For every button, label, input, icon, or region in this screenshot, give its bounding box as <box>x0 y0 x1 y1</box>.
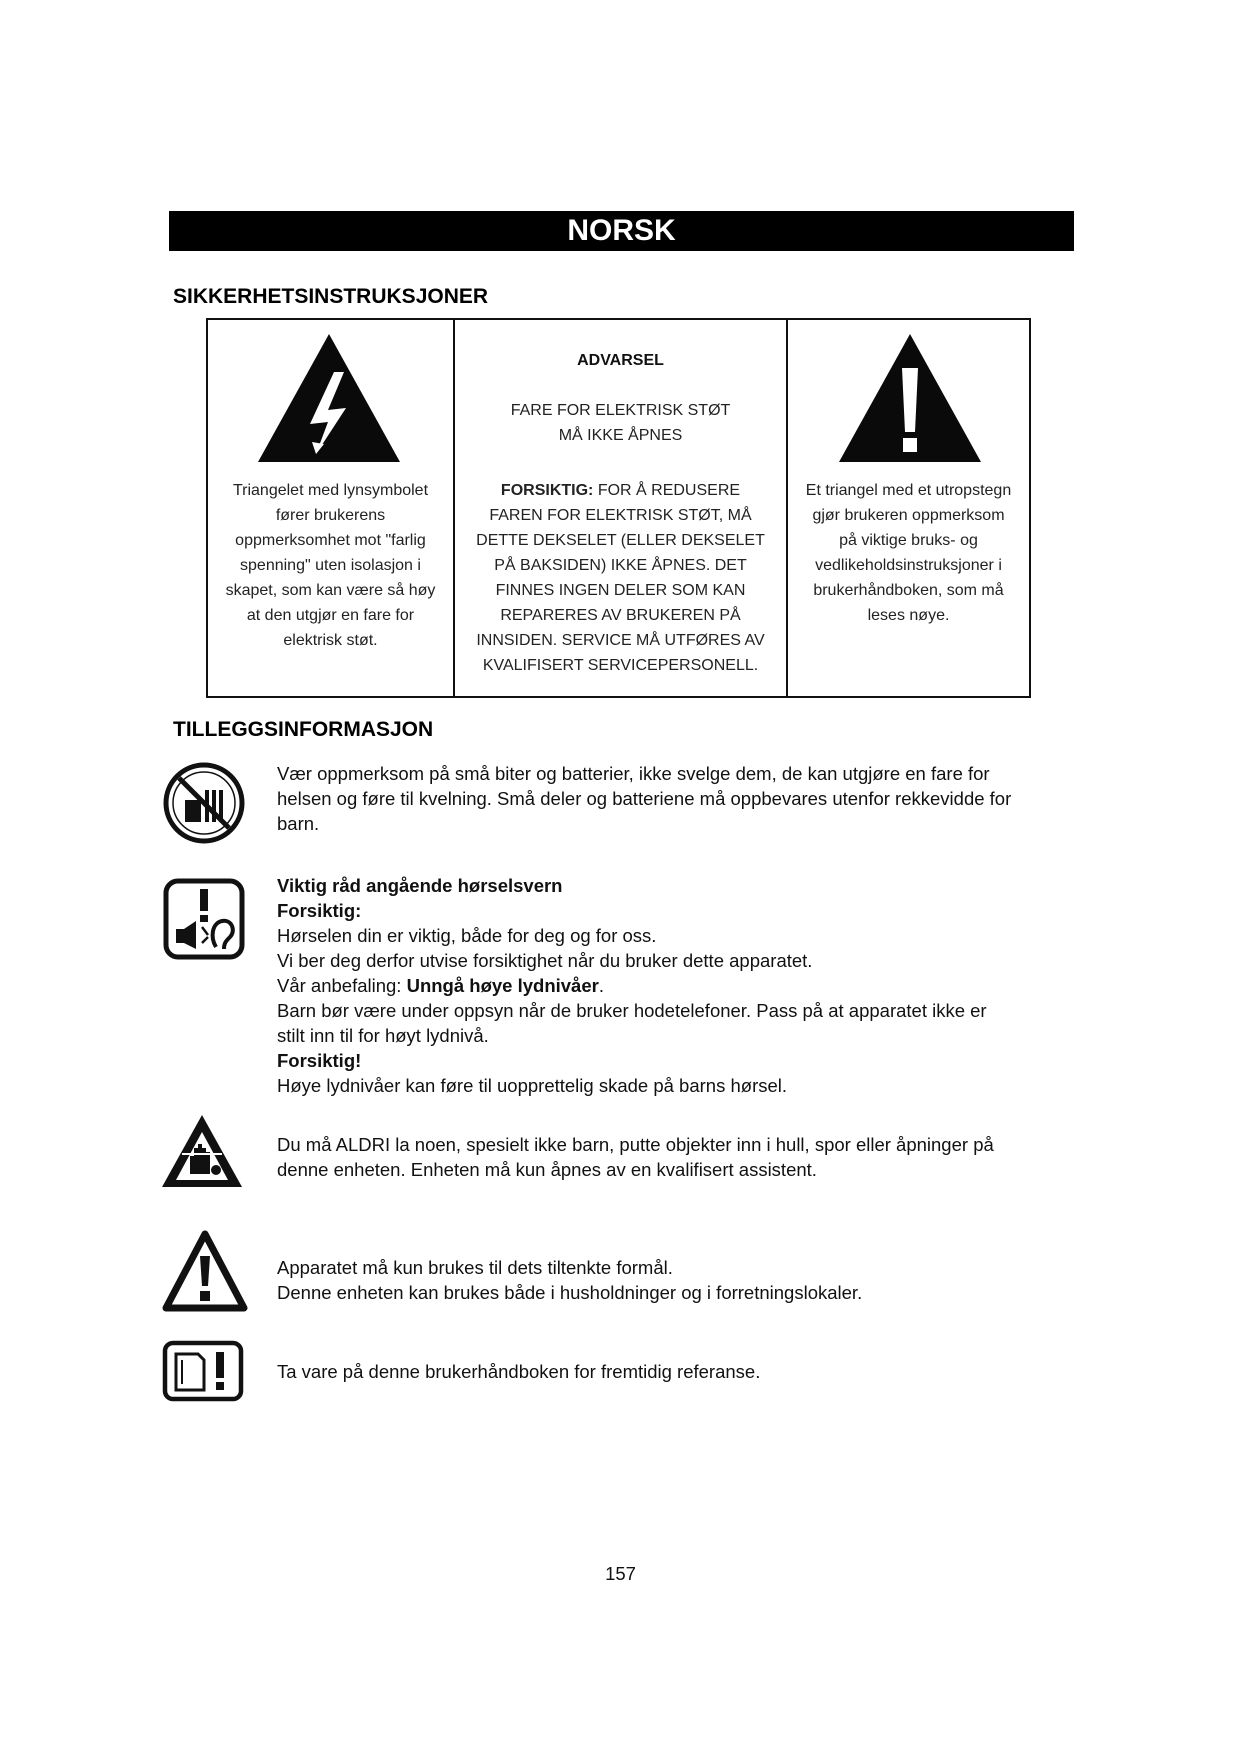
recommendation-suffix: . <box>598 975 604 996</box>
manual-book-icon <box>162 1340 244 1402</box>
additional-heading: TILLEGGSINFORMASJON <box>173 718 434 741</box>
exclamation-triangle-icon <box>835 328 985 468</box>
caution-line: REPARERES AV BRUKEREN PÅ <box>500 607 741 624</box>
small-parts-text <box>277 761 1077 836</box>
hearing-line: Barn bør være under oppsyn når de bruker hodetelefoner. Pass på at apparatet ikke er <box>277 1000 987 1021</box>
caution-line: DETTE DEKSELET (ELLER DEKSELET <box>476 532 765 549</box>
danger-line: MÅ IKKE ÅPNES <box>558 427 683 444</box>
hearing-text <box>277 873 1077 1098</box>
lightning-triangle-icon <box>254 328 404 468</box>
recommendation-prefix: Vår anbefaling: <box>277 975 407 996</box>
hearing-recommendation <box>277 973 1077 998</box>
lightning-line: fører brukerens <box>275 507 386 524</box>
objects-line: Du må ALDRI la noen, spesielt ikke barn, putte objekter inn i hull, spor eller åpninger på <box>277 1134 994 1155</box>
exclamation-description <box>794 478 1023 628</box>
no-objects-hand-icon <box>160 1112 244 1190</box>
small-parts-line: barn. <box>277 813 320 834</box>
warning-cell-exclamation <box>786 320 1029 696</box>
caution-line: PÅ BAKSIDEN) IKKE ÅPNES. DET <box>494 557 747 574</box>
page-number: 157 <box>605 1563 636 1584</box>
exclamation-line: på viktige bruks- og <box>839 532 978 549</box>
manual-text <box>277 1359 1077 1384</box>
warning-cell-advarsel <box>453 320 786 696</box>
lightning-line: elektrisk støt. <box>283 632 378 649</box>
danger-line: FARE FOR ELEKTRISK STØT <box>510 402 731 419</box>
hearing-line: Hørselen din er viktig, både for deg og for oss. <box>277 925 657 946</box>
lightning-line: spenning" uten isolasjon i <box>240 557 421 574</box>
warning-triangle-icon <box>162 1230 248 1312</box>
small-parts-line: Vær oppmerksom på små biter og batterier, ikke svelge dem, de kan utgjøre en fare for <box>277 763 990 784</box>
caution-line: FAREN FOR ELEKTRISK STØT, MÅ <box>489 507 752 524</box>
objects-text <box>277 1132 1077 1182</box>
caution-line: FOR Å REDUSERE <box>597 482 741 499</box>
recommendation-emphasis: Unngå høye lydnivåer <box>406 975 599 996</box>
exclamation-line: gjør brukeren oppmerksom <box>812 507 1005 524</box>
usage-line: Denne enheten kan brukes både i husholdninger og i forretningslokaler. <box>277 1282 863 1303</box>
caution-label: FORSIKTIG: <box>500 482 594 499</box>
hearing-warning-icon <box>162 877 246 961</box>
caution-line: FINNES INGEN DELER SOM KAN <box>495 582 746 599</box>
warning-table <box>206 318 1031 698</box>
no-small-parts-icon <box>161 760 247 846</box>
usage-line: Apparatet må kun brukes til dets tiltenkte formål. <box>277 1257 673 1278</box>
caution-line: INNSIDEN. SERVICE MÅ UTFØRES AV <box>476 632 765 649</box>
caution-line: KVALIFISERT SERVICEPERSONELL. <box>482 657 759 674</box>
manual-line: Ta vare på denne brukerhåndboken for fremtidig referanse. <box>277 1361 761 1382</box>
exclamation-line: Et triangel med et utropstegn <box>805 482 1012 499</box>
safety-heading: SIKKERHETSINSTRUKSJONER <box>173 285 489 308</box>
advarsel-title: ADVARSEL <box>577 352 664 369</box>
objects-line: denne enheten. Enheten må kun åpnes av en kvalifisert assistent. <box>277 1159 817 1180</box>
usage-text <box>277 1255 1077 1305</box>
hearing-line: stilt inn til for høyt lydnivå. <box>277 1025 489 1046</box>
caution-first-line <box>461 478 780 503</box>
exclamation-line: brukerhåndboken, som må <box>813 582 1004 599</box>
hearing-line: Høye lydnivåer kan føre til uopprettelig skade på barns hørsel. <box>277 1075 788 1096</box>
lightning-line: at den utgjør en fare for <box>246 607 415 624</box>
caution-notice <box>461 478 780 678</box>
warning-cell-lightning <box>208 320 453 696</box>
hearing-title: Viktig råd angående hørselsvern <box>277 875 563 896</box>
small-parts-line: helsen og føre til kvelning. Små deler og batteriene må oppbevares utenfor rekkevidde for <box>277 788 1012 809</box>
exclamation-line: leses nøye. <box>867 607 950 624</box>
hearing-caution: Forsiktig: <box>277 900 362 921</box>
language-banner: NORSK <box>169 211 1074 251</box>
lightning-line: oppmerksomhet mot "farlig <box>235 532 426 549</box>
hearing-line: Vi ber deg derfor utvise forsiktighet når du bruker dette apparatet. <box>277 950 813 971</box>
exclamation-line: vedlikeholdsinstruksjoner i <box>815 557 1002 574</box>
danger-notice <box>461 398 780 448</box>
lightning-line: Triangelet med lynsymbolet <box>232 482 429 499</box>
lightning-description <box>214 478 447 653</box>
hearing-caution: Forsiktig! <box>277 1050 362 1071</box>
lightning-line: skapet, som kan være så høy <box>225 582 436 599</box>
